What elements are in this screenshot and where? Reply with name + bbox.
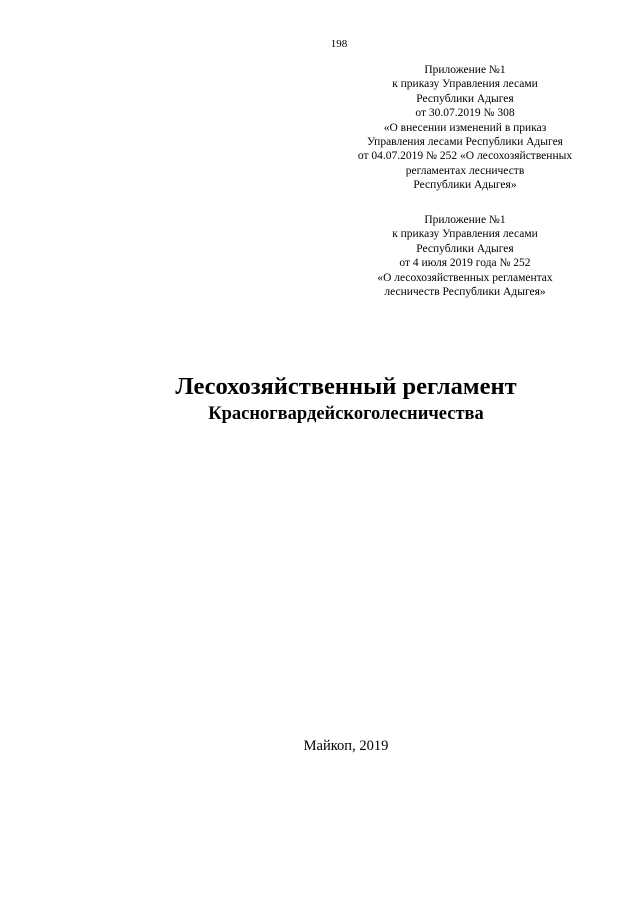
appendix-line: «О лесохозяйственных регламентах: [377, 271, 553, 284]
appendix-line: от 30.07.2019 № 308: [415, 107, 515, 120]
appendix-block-current: [340, 63, 590, 193]
appendix-line: от 04.07.2019 № 252 «О лесохозяйственных: [357, 150, 573, 163]
city-year: Майкоп, 2019: [303, 738, 389, 754]
appendix-line: Приложение №1: [424, 64, 506, 76]
appendix-line: Республики Адыгея: [416, 242, 514, 255]
appendix-line: от 4 июля 2019 года № 252: [399, 257, 531, 270]
document-subtitle: Красногвардейскоголесничества: [208, 404, 484, 424]
appendix-line: лесничеств Республики Адыгея»: [384, 286, 546, 299]
document-title: Лесохозяйственный регламент: [175, 373, 517, 400]
appendix-line: Приложение №1: [424, 214, 506, 226]
appendix-line: «О внесении изменений в приказ: [383, 121, 547, 134]
appendix-line: Республики Адыгея: [416, 92, 514, 105]
appendix-line: Республики Адыгея»: [413, 179, 517, 192]
title-block: [0, 372, 640, 426]
page-number: 198: [330, 38, 348, 50]
appendix-line: к приказу Управления лесами: [392, 228, 538, 241]
appendix-block-original: [350, 213, 580, 299]
appendix-line: к приказу Управления лесами: [392, 78, 538, 91]
appendix-line: Управления лесами Республики Адыгея: [367, 136, 563, 149]
appendix-line: регламентах лесничеств: [405, 164, 525, 177]
